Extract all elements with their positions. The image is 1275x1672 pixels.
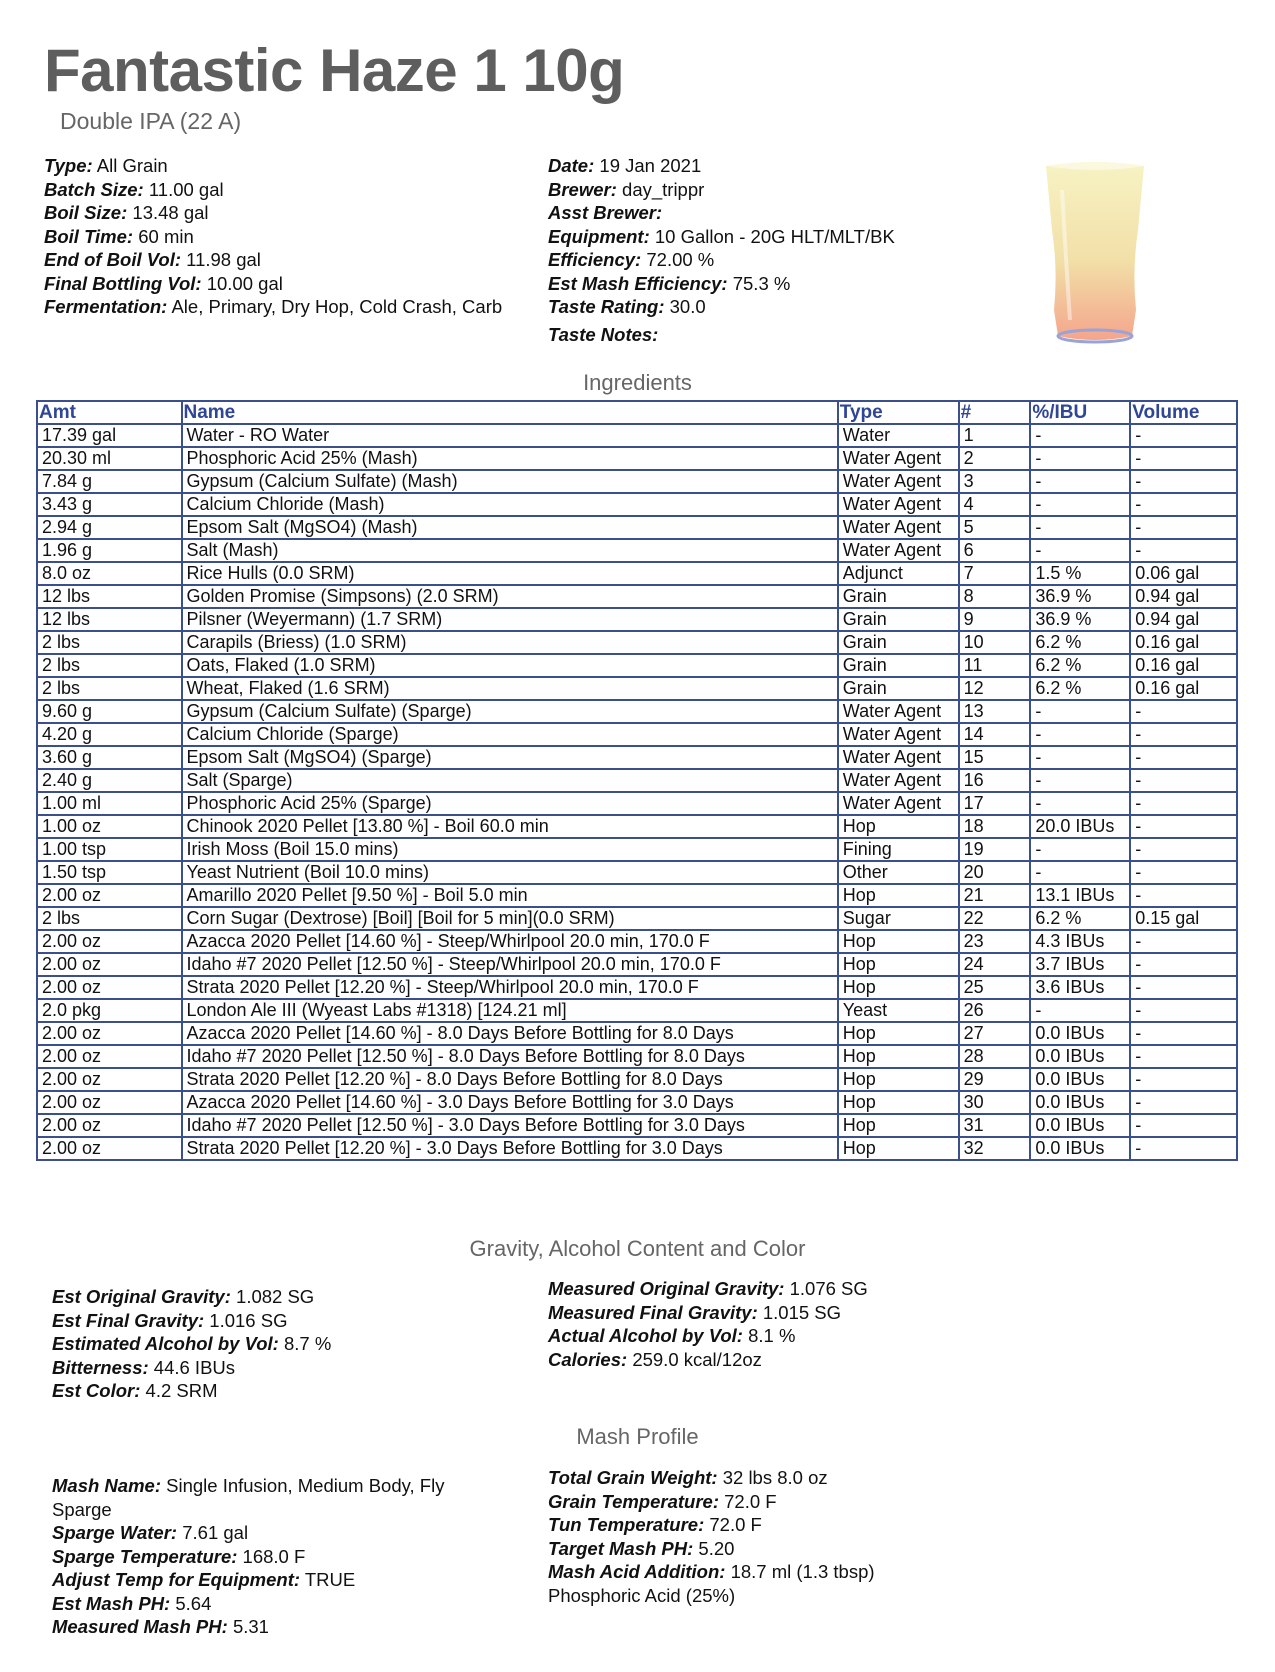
cell-pct-ibu: - [1030,700,1130,723]
cell-number: 5 [959,516,1031,539]
cell-pct-ibu: - [1030,470,1130,493]
cell-type: Adjunct [838,562,959,585]
cell-volume: - [1130,953,1237,976]
cell-number: 22 [959,907,1031,930]
estimated-abv: Estimated Alcohol by Vol: 8.7 % [52,1333,332,1354]
cell-amt: 1.00 tsp [37,838,182,861]
cell-name: Strata 2020 Pellet [12.20 %] - 3.0 Days Before Bottling for 3.0 Days [182,1137,838,1160]
cell-number: 31 [959,1114,1031,1137]
cell-type: Yeast [838,999,959,1022]
cell-volume: 0.06 gal [1130,562,1237,585]
cell-name: Calcium Chloride (Mash) [182,493,838,516]
cell-type: Hop [838,1114,959,1137]
cell-amt: 7.84 g [37,470,182,493]
table-row [37,838,1237,861]
cell-number: 21 [959,884,1031,907]
cell-amt: 2.00 oz [37,884,182,907]
table-row [37,424,1237,447]
cell-volume: 0.94 gal [1130,585,1237,608]
calories: Calories: 259.0 kcal/12oz [548,1348,762,1370]
table-row [37,677,1237,700]
table-row [37,884,1237,907]
cell-number: 10 [959,631,1031,654]
cell-amt: 17.39 gal [37,424,182,447]
cell-number: 9 [959,608,1031,631]
cell-number: 18 [959,815,1031,838]
cell-name: Chinook 2020 Pellet [13.80 %] - Boil 60.0 min [182,815,838,838]
cell-name: Azacca 2020 Pellet [14.60 %] - Steep/Whirlpool 20.0 min, 170.0 F [182,930,838,953]
cell-number: 13 [959,700,1031,723]
cell-volume: 0.94 gal [1130,608,1237,631]
info-est-mash-efficiency: Est Mash Efficiency: 75.3 % [548,272,791,294]
table-row [37,1022,1237,1045]
table-row [37,1137,1237,1160]
cell-pct-ibu: - [1030,447,1130,470]
cell-volume: - [1130,539,1237,562]
cell-name: Pilsner (Weyermann) (1.7 SRM) [182,608,838,631]
info-final-bottling-vol: Final Bottling Vol: 10.00 gal [44,272,283,294]
cell-pct-ibu: 6.2 % [1030,631,1130,654]
table-row [37,953,1237,976]
cell-type: Sugar [838,907,959,930]
cell-amt: 2.40 g [37,769,182,792]
table-row [37,562,1237,585]
cell-name: Phosphoric Acid 25% (Sparge) [182,792,838,815]
mash-heading: Mash Profile [576,1424,699,1449]
cell-name: Salt (Sparge) [182,769,838,792]
table-row [37,1114,1237,1137]
cell-pct-ibu: 3.7 IBUs [1030,953,1130,976]
cell-name: Gypsum (Calcium Sulfate) (Mash) [182,470,838,493]
grain-temperature: Grain Temperature: 72.0 F [548,1490,777,1512]
cell-pct-ibu: 0.0 IBUs [1030,1114,1130,1137]
cell-pct-ibu: - [1030,493,1130,516]
cell-volume: 0.16 gal [1130,654,1237,677]
cell-amt: 2.00 oz [37,1068,182,1091]
cell-type: Water [838,424,959,447]
cell-volume: 0.15 gal [1130,907,1237,930]
cell-amt: 2.94 g [37,516,182,539]
cell-volume: 0.16 gal [1130,677,1237,700]
cell-number: 8 [959,585,1031,608]
cell-type: Fining [838,838,959,861]
cell-volume: - [1130,815,1237,838]
cell-volume: - [1130,746,1237,769]
cell-amt: 2 lbs [37,631,182,654]
cell-amt: 2 lbs [37,907,182,930]
table-row [37,608,1237,631]
cell-number: 20 [959,861,1031,884]
cell-type: Other [838,861,959,884]
cell-name: Azacca 2020 Pellet [14.60 %] - 3.0 Days Before Bottling for 3.0 Days [182,1091,838,1114]
cell-volume: - [1130,792,1237,815]
ingredients-body [37,424,1237,1160]
cell-pct-ibu: - [1030,769,1130,792]
cell-type: Water Agent [838,516,959,539]
table-row [37,539,1237,562]
cell-name: Yeast Nutrient (Boil 10.0 mins) [182,861,838,884]
cell-name: London Ale III (Wyeast Labs #1318) [124.21 ml] [182,999,838,1022]
cell-number: 15 [959,746,1031,769]
cell-name: Calcium Chloride (Sparge) [182,723,838,746]
cell-amt: 2.00 oz [37,930,182,953]
cell-amt: 8.0 oz [37,562,182,585]
table-row [37,654,1237,677]
cell-number: 4 [959,493,1031,516]
info-date: Date: 19 Jan 2021 [548,155,702,176]
info-fermentation: Fermentation: Ale, Primary, Dry Hop, Cold Crash, Carb [44,296,503,317]
info-type: Type: All Grain [44,155,168,176]
cell-number: 14 [959,723,1031,746]
cell-number: 28 [959,1045,1031,1068]
cell-pct-ibu: 0.0 IBUs [1030,1137,1130,1160]
cell-number: 32 [959,1137,1031,1160]
cell-type: Hop [838,976,959,999]
cell-type: Hop [838,815,959,838]
cell-volume: - [1130,447,1237,470]
cell-name: Carapils (Briess) (1.0 SRM) [182,631,838,654]
tun-temperature: Tun Temperature: 72.0 F [548,1514,762,1535]
cell-name: Idaho #7 2020 Pellet [12.50 %] - 8.0 Days Before Bottling for 8.0 Days [182,1045,838,1068]
mash-left [52,1474,502,1639]
info-equipment: Equipment: 10 Gallon - 20G HLT/MLT/BK [548,225,895,247]
cell-amt: 12 lbs [37,585,182,608]
cell-name: Strata 2020 Pellet [12.20 %] - Steep/Whirlpool 20.0 min, 170.0 F [182,976,838,999]
info-taste-rating: Taste Rating: 30.0 [548,296,706,317]
cell-type: Water Agent [838,493,959,516]
mash-acid-addition: Mash Acid Addition: 18.7 ml (1.3 tbsp) [548,1561,875,1582]
cell-number: 27 [959,1022,1031,1045]
cell-pct-ibu: - [1030,999,1130,1022]
cell-type: Grain [838,654,959,677]
col-header-amt: Amt [37,401,182,424]
cell-amt: 2.00 oz [37,953,182,976]
cell-type: Water Agent [838,700,959,723]
table-row [37,746,1237,769]
cell-amt: 2.00 oz [37,1022,182,1045]
cell-name: Corn Sugar (Dextrose) [Boil] [Boil for 5 min](0.0 SRM) [182,907,838,930]
cell-type: Hop [838,953,959,976]
cell-amt: 2.00 oz [37,1045,182,1068]
cell-volume: - [1130,424,1237,447]
cell-name: Oats, Flaked (1.0 SRM) [182,654,838,677]
cell-amt: 3.60 g [37,746,182,769]
sparge-temperature: Sparge Temperature: 168.0 F [52,1545,306,1567]
cell-number: 12 [959,677,1031,700]
cell-number: 6 [959,539,1031,562]
cell-number: 2 [959,447,1031,470]
cell-number: 26 [959,999,1031,1022]
est-final-gravity: Est Final Gravity: 1.016 SG [52,1309,288,1331]
cell-name: Gypsum (Calcium Sulfate) (Sparge) [182,700,838,723]
table-row [37,999,1237,1022]
col-header-pct-ibu: %/IBU [1030,401,1130,424]
table-row [37,930,1237,953]
cell-number: 23 [959,930,1031,953]
table-row [37,1045,1237,1068]
cell-volume: - [1130,999,1237,1022]
cell-volume: - [1130,861,1237,884]
sparge-water: Sparge Water: 7.61 gal [52,1522,249,1543]
gravity-left [52,1285,502,1403]
cell-amt: 1.00 oz [37,815,182,838]
cell-amt: 2.00 oz [37,976,182,999]
cell-number: 1 [959,424,1031,447]
cell-type: Hop [838,1068,959,1091]
cell-number: 30 [959,1091,1031,1114]
table-row [37,631,1237,654]
info-boil-time: Boil Time: 60 min [44,225,194,247]
cell-number: 25 [959,976,1031,999]
cell-pct-ibu: 0.0 IBUs [1030,1022,1130,1045]
table-row [37,815,1237,838]
col-header-number: # [959,401,1031,424]
cell-pct-ibu: - [1030,792,1130,815]
cell-amt: 2.00 oz [37,1091,182,1114]
cell-name: Water - RO Water [182,424,838,447]
bitterness: Bitterness: 44.6 IBUs [52,1356,236,1378]
cell-type: Water Agent [838,539,959,562]
cell-pct-ibu: 13.1 IBUs [1030,884,1130,907]
cell-number: 11 [959,654,1031,677]
cell-pct-ibu: 6.2 % [1030,907,1130,930]
cell-pct-ibu: 3.6 IBUs [1030,976,1130,999]
cell-amt: 2 lbs [37,677,182,700]
table-row [37,470,1237,493]
cell-type: Hop [838,884,959,907]
table-row [37,976,1237,999]
cell-name: Epsom Salt (MgSO4) (Sparge) [182,746,838,769]
cell-volume: - [1130,1114,1237,1137]
table-row [37,1068,1237,1091]
table-row [37,723,1237,746]
cell-pct-ibu: 36.9 % [1030,585,1130,608]
info-end-of-boil-vol: End of Boil Vol: 11.98 gal [44,249,261,270]
cell-pct-ibu: 0.0 IBUs [1030,1068,1130,1091]
cell-amt: 1.00 ml [37,792,182,815]
cell-pct-ibu: - [1030,861,1130,884]
cell-type: Water Agent [838,769,959,792]
cell-number: 3 [959,470,1031,493]
target-mash-ph: Target Mash PH: 5.20 [548,1537,735,1559]
info-brewer: Brewer: day_trippr [548,178,705,200]
cell-name: Golden Promise (Simpsons) (2.0 SRM) [182,585,838,608]
cell-volume: - [1130,1045,1237,1068]
cell-name: Irish Moss (Boil 15.0 mins) [182,838,838,861]
ingredients-heading: Ingredients [583,370,692,395]
cell-type: Grain [838,585,959,608]
cell-number: 29 [959,1068,1031,1091]
cell-name: Azacca 2020 Pellet [14.60 %] - 8.0 Days Before Bottling for 8.0 Days [182,1022,838,1045]
cell-name: Amarillo 2020 Pellet [9.50 %] - Boil 5.0 min [182,884,838,907]
cell-pct-ibu: 6.2 % [1030,677,1130,700]
cell-type: Grain [838,608,959,631]
table-row [37,1091,1237,1114]
cell-amt: 4.20 g [37,723,182,746]
mash-name: Mash Name: Single Infusion, Medium Body, Fly Sparge [52,1475,445,1520]
table-row [37,861,1237,884]
info-efficiency: Efficiency: 72.00 % [548,249,715,270]
cell-volume: - [1130,884,1237,907]
cell-number: 7 [959,562,1031,585]
cell-volume: - [1130,1068,1237,1091]
cell-volume: - [1130,700,1237,723]
gravity-heading: Gravity, Alcohol Content and Color [469,1236,806,1261]
info-boil-size: Boil Size: 13.48 gal [44,202,209,223]
mash-acid-note: Phosphoric Acid (25%) [548,1584,736,1606]
table-row [37,769,1237,792]
cell-name: Epsom Salt (MgSO4) (Mash) [182,516,838,539]
cell-volume: - [1130,1022,1237,1045]
cell-type: Water Agent [838,746,959,769]
ingredients-table [36,400,1238,1161]
cell-amt: 1.96 g [37,539,182,562]
info-batch-size: Batch Size: 11.00 gal [44,178,224,200]
mash-right [548,1466,998,1607]
recipe-info-right [548,154,968,346]
cell-type: Water Agent [838,470,959,493]
gravity-right [548,1277,998,1371]
table-row [37,700,1237,723]
cell-type: Hop [838,1022,959,1045]
cell-amt: 3.43 g [37,493,182,516]
table-row [37,516,1237,539]
cell-volume: - [1130,976,1237,999]
recipe-style: Double IPA (22 A) [60,108,242,134]
cell-volume: - [1130,1091,1237,1114]
col-header-volume: Volume [1130,401,1237,424]
cell-name: Phosphoric Acid 25% (Mash) [182,447,838,470]
cell-number: 17 [959,792,1031,815]
table-row [37,907,1237,930]
cell-number: 19 [959,838,1031,861]
cell-type: Water Agent [838,792,959,815]
info-taste-notes: Taste Notes: [548,323,659,345]
cell-pct-ibu: - [1030,838,1130,861]
cell-amt: 2.00 oz [37,1114,182,1137]
table-row [37,447,1237,470]
cell-type: Hop [838,1091,959,1114]
cell-name: Strata 2020 Pellet [12.20 %] - 8.0 Days Before Bottling for 8.0 Days [182,1068,838,1091]
recipe-info-left [44,154,514,319]
est-color: Est Color: 4.2 SRM [52,1380,218,1401]
measured-mash-ph: Measured Mash PH: 5.31 [52,1616,269,1637]
cell-pct-ibu: - [1030,746,1130,769]
cell-pct-ibu: 1.5 % [1030,562,1130,585]
measured-original-gravity: Measured Original Gravity: 1.076 SG [548,1278,868,1299]
col-header-type: Type [838,401,959,424]
ingredients-header-row [37,401,1237,424]
cell-pct-ibu: 6.2 % [1030,654,1130,677]
adjust-temp-for-equipment: Adjust Temp for Equipment: TRUE [52,1569,356,1590]
cell-pct-ibu: 0.0 IBUs [1030,1045,1130,1068]
cell-type: Grain [838,677,959,700]
cell-pct-ibu: 0.0 IBUs [1030,1091,1130,1114]
cell-volume: - [1130,470,1237,493]
cell-pct-ibu: - [1030,516,1130,539]
total-grain-weight: Total Grain Weight: 32 lbs 8.0 oz [548,1467,828,1488]
cell-amt: 1.50 tsp [37,861,182,884]
cell-pct-ibu: - [1030,539,1130,562]
cell-amt: 2.0 pkg [37,999,182,1022]
recipe-title: Fantastic Haze 1 10g [44,37,625,104]
cell-pct-ibu: 36.9 % [1030,608,1130,631]
cell-name: Wheat, Flaked (1.6 SRM) [182,677,838,700]
cell-volume: - [1130,930,1237,953]
cell-type: Water Agent [838,447,959,470]
cell-type: Hop [838,930,959,953]
cell-pct-ibu: 20.0 IBUs [1030,815,1130,838]
cell-pct-ibu: 4.3 IBUs [1030,930,1130,953]
cell-amt: 2.00 oz [37,1137,182,1160]
cell-number: 24 [959,953,1031,976]
cell-volume: - [1130,723,1237,746]
cell-amt: 9.60 g [37,700,182,723]
cell-volume: - [1130,1137,1237,1160]
cell-name: Idaho #7 2020 Pellet [12.50 %] - Steep/Whirlpool 20.0 min, 170.0 F [182,953,838,976]
cell-amt: 12 lbs [37,608,182,631]
table-row [37,493,1237,516]
info-asst-brewer: Asst Brewer: [548,202,663,223]
table-row [37,585,1237,608]
cell-type: Grain [838,631,959,654]
cell-name: Salt (Mash) [182,539,838,562]
measured-final-gravity: Measured Final Gravity: 1.015 SG [548,1301,842,1323]
table-row [37,792,1237,815]
cell-pct-ibu: - [1030,723,1130,746]
cell-amt: 2 lbs [37,654,182,677]
cell-type: Hop [838,1045,959,1068]
beer-glass-icon [1040,160,1150,350]
est-mash-ph: Est Mash PH: 5.64 [52,1592,212,1614]
cell-number: 16 [959,769,1031,792]
cell-name: Idaho #7 2020 Pellet [12.50 %] - 3.0 Days Before Bottling for 3.0 Days [182,1114,838,1137]
cell-name: Rice Hulls (0.0 SRM) [182,562,838,585]
cell-type: Hop [838,1137,959,1160]
cell-volume: 0.16 gal [1130,631,1237,654]
cell-volume: - [1130,516,1237,539]
cell-volume: - [1130,493,1237,516]
cell-type: Water Agent [838,723,959,746]
cell-pct-ibu: - [1030,424,1130,447]
cell-volume: - [1130,838,1237,861]
col-header-name: Name [182,401,838,424]
cell-volume: - [1130,769,1237,792]
est-original-gravity: Est Original Gravity: 1.082 SG [52,1286,315,1307]
actual-abv: Actual Alcohol by Vol: 8.1 % [548,1325,796,1346]
cell-amt: 20.30 ml [37,447,182,470]
